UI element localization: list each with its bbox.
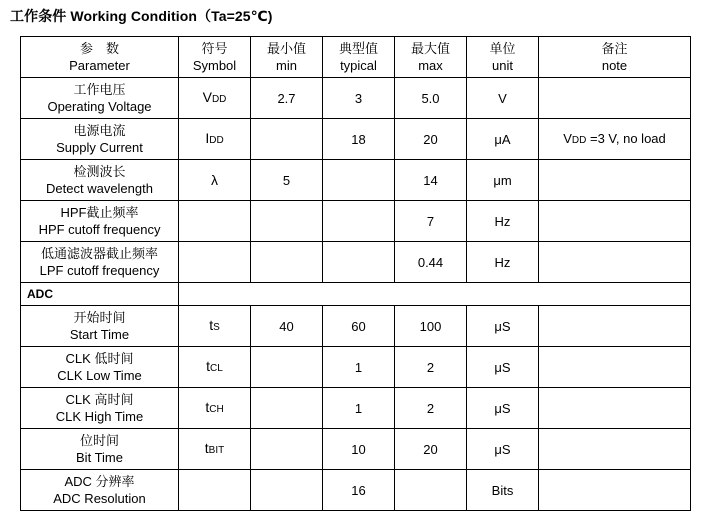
table-row xyxy=(21,470,691,511)
param-cn: 电源电流 xyxy=(73,123,126,138)
param-cell xyxy=(21,388,179,429)
symbol-main: λ xyxy=(211,171,218,188)
header-cn: 参 数 xyxy=(79,41,119,56)
param-en: CLK Low Time xyxy=(57,368,142,383)
param-cn: 工作电压 xyxy=(73,82,126,97)
header-parameter xyxy=(21,37,179,78)
unit-cell: V xyxy=(467,78,539,119)
unit-cell: Bits xyxy=(467,470,539,511)
param-en: Detect wavelength xyxy=(46,181,153,196)
symbol-subscript: S xyxy=(213,321,220,333)
param-en: ADC Resolution xyxy=(53,491,146,506)
section-filler xyxy=(179,283,691,306)
typ-cell xyxy=(323,201,395,242)
note-cell xyxy=(539,347,691,388)
param-en: Supply Current xyxy=(56,140,143,155)
header-row xyxy=(21,37,691,78)
max-cell: 7 xyxy=(395,201,467,242)
symbol-main: t xyxy=(209,316,214,333)
header-cn: 符号 xyxy=(201,41,228,56)
unit-cell: μS xyxy=(467,347,539,388)
param-cell xyxy=(21,470,179,511)
param-cn: CLK 低时间 xyxy=(65,351,134,366)
header-max xyxy=(395,37,467,78)
header-en: Parameter xyxy=(69,58,130,73)
param-en: Start Time xyxy=(69,327,130,342)
param-cn: CLK 高时间 xyxy=(65,392,134,407)
param-cn: 开始时间 xyxy=(73,310,126,325)
table-row xyxy=(21,78,691,119)
header-en: Symbol xyxy=(192,58,237,73)
unit-cell: μS xyxy=(467,429,539,470)
max-cell: 14 xyxy=(395,160,467,201)
note-cell xyxy=(539,160,691,201)
note-cell xyxy=(539,429,691,470)
symbol-cell xyxy=(179,78,251,119)
param-en: LPF cutoff frequency xyxy=(39,263,160,278)
note-cell xyxy=(539,78,691,119)
note-text: =3 V, no load xyxy=(586,130,666,146)
header-cn: 典型值 xyxy=(338,41,378,56)
header-cn: 最大值 xyxy=(410,41,450,56)
param-en: Bit Time xyxy=(76,450,123,465)
max-cell: 2 xyxy=(395,388,467,429)
min-cell xyxy=(251,429,323,470)
param-cell xyxy=(21,119,179,160)
header-min xyxy=(251,37,323,78)
table-row xyxy=(21,201,691,242)
typ-cell: 1 xyxy=(323,347,395,388)
header-en: typical xyxy=(340,58,377,73)
symbol-cell xyxy=(179,347,251,388)
section-label: ADC xyxy=(21,283,179,306)
header-en: max xyxy=(418,58,443,73)
header-cn: 备注 xyxy=(601,41,628,56)
param-cn: HPF截止频率 xyxy=(60,205,139,220)
note-symbol: V xyxy=(563,130,572,146)
header-en: note xyxy=(601,58,628,73)
header-symbol xyxy=(179,37,251,78)
typ-cell xyxy=(323,242,395,283)
symbol-cell xyxy=(179,242,251,283)
header-note xyxy=(539,37,691,78)
table-row xyxy=(21,388,691,429)
symbol-subscript: BIT xyxy=(208,444,225,456)
symbol-cell xyxy=(179,470,251,511)
param-cell xyxy=(21,201,179,242)
max-cell: 2 xyxy=(395,347,467,388)
typ-cell: 3 xyxy=(323,78,395,119)
symbol-main: V xyxy=(202,88,212,105)
param-en: HPF cutoff frequency xyxy=(38,222,161,237)
table-row xyxy=(21,242,691,283)
table-row xyxy=(21,347,691,388)
max-cell: 5.0 xyxy=(395,78,467,119)
note-subscript: DD xyxy=(571,134,587,146)
min-cell xyxy=(251,347,323,388)
param-cn: 检测波长 xyxy=(73,164,126,179)
table-row xyxy=(21,306,691,347)
note-cell xyxy=(539,470,691,511)
header-unit xyxy=(467,37,539,78)
typ-cell: 1 xyxy=(323,388,395,429)
param-en: CLK High Time xyxy=(55,409,144,424)
min-cell xyxy=(251,388,323,429)
page-title: 工作条件 Working Condition（Ta=25℃) xyxy=(10,8,273,24)
symbol-subscript: DD xyxy=(211,93,227,105)
typ-cell: 18 xyxy=(323,119,395,160)
max-cell xyxy=(395,470,467,511)
symbol-cell xyxy=(179,306,251,347)
max-cell: 20 xyxy=(395,119,467,160)
header-cn: 最小值 xyxy=(266,41,306,56)
typ-cell: 16 xyxy=(323,470,395,511)
param-cell xyxy=(21,429,179,470)
typ-cell: 10 xyxy=(323,429,395,470)
symbol-main: t xyxy=(205,398,210,415)
symbol-cell xyxy=(179,160,251,201)
param-cell xyxy=(21,242,179,283)
param-cn: ADC 分辨率 xyxy=(64,474,135,489)
table-row xyxy=(21,160,691,201)
min-cell: 5 xyxy=(251,160,323,201)
symbol-subscript: CH xyxy=(209,403,224,415)
param-cell xyxy=(21,78,179,119)
header-en: unit xyxy=(492,58,513,73)
symbol-cell xyxy=(179,388,251,429)
param-cn: 低通滤波器截止频率 xyxy=(40,246,158,261)
header-en: min xyxy=(276,58,297,73)
unit-cell: Hz xyxy=(467,242,539,283)
unit-cell: μS xyxy=(467,306,539,347)
section-row-adc xyxy=(21,283,691,306)
max-cell: 100 xyxy=(395,306,467,347)
param-en: Operating Voltage xyxy=(47,99,152,114)
typ-cell: 60 xyxy=(323,306,395,347)
symbol-subscript: DD xyxy=(209,134,224,146)
header-cn: 单位 xyxy=(489,41,516,56)
min-cell xyxy=(251,242,323,283)
max-cell: 20 xyxy=(395,429,467,470)
symbol-cell xyxy=(179,429,251,470)
symbol-cell xyxy=(179,119,251,160)
param-cell xyxy=(21,160,179,201)
note-cell xyxy=(539,201,691,242)
symbol-main: I xyxy=(205,129,210,146)
note-cell xyxy=(539,242,691,283)
min-cell: 2.7 xyxy=(251,78,323,119)
symbol-main: t xyxy=(206,357,211,374)
param-cn: 位时间 xyxy=(79,433,119,448)
symbol-subscript: CL xyxy=(210,362,223,374)
min-cell xyxy=(251,201,323,242)
param-cell xyxy=(21,306,179,347)
param-cell xyxy=(21,347,179,388)
max-cell: 0.44 xyxy=(395,242,467,283)
min-cell xyxy=(251,119,323,160)
header-typical xyxy=(323,37,395,78)
working-condition-table xyxy=(20,36,691,511)
symbol-cell xyxy=(179,201,251,242)
unit-cell: μA xyxy=(467,119,539,160)
table-row xyxy=(21,119,691,160)
typ-cell xyxy=(323,160,395,201)
note-cell xyxy=(539,119,691,160)
note-cell xyxy=(539,306,691,347)
unit-cell: Hz xyxy=(467,201,539,242)
symbol-main: t xyxy=(204,439,209,456)
min-cell: 40 xyxy=(251,306,323,347)
unit-cell: μS xyxy=(467,388,539,429)
table-row xyxy=(21,429,691,470)
unit-cell: μm xyxy=(467,160,539,201)
note-cell xyxy=(539,388,691,429)
min-cell xyxy=(251,470,323,511)
